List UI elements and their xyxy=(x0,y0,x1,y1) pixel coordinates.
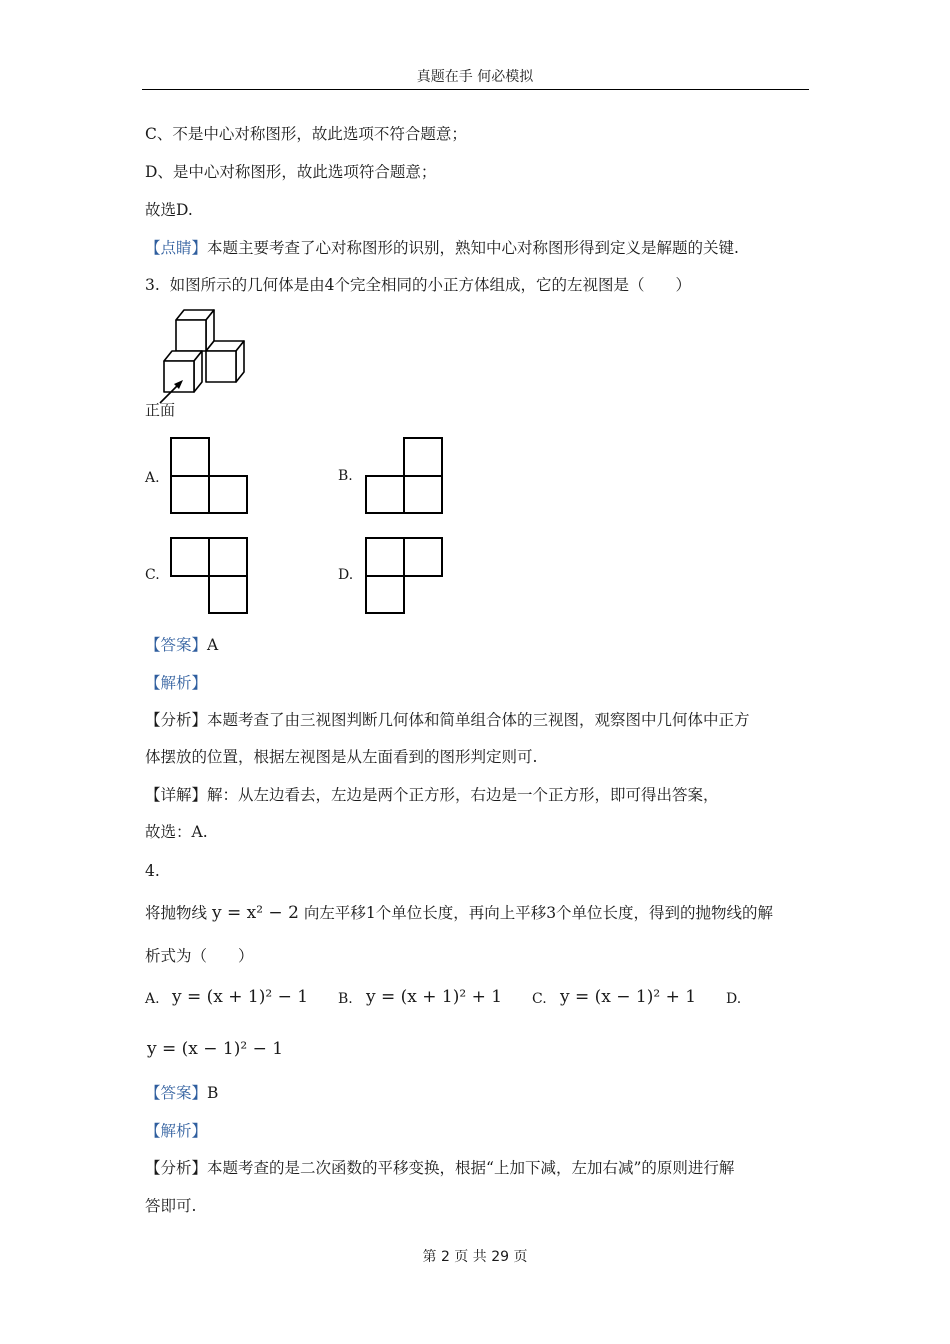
q3-fenxi-1 xyxy=(145,710,750,730)
question-4-number: 4. xyxy=(145,862,160,880)
front-label: 正面 xyxy=(145,401,176,419)
cube-figure xyxy=(150,308,260,408)
q4-analysis-tag: 【解析】 xyxy=(145,1122,208,1140)
question-number: 3. xyxy=(145,276,160,294)
page-header-title: 真题在手 何必模拟 xyxy=(416,69,534,85)
fenxi-text: 本题考查的是二次函数的平移变换，根据“上加下减，左加右减”的原则进行解 xyxy=(207,1159,735,1177)
answer-value: B xyxy=(207,1084,219,1102)
q4-option-c-label: C. xyxy=(532,991,547,1007)
option-c-view xyxy=(168,536,252,616)
comment-text: 本题主要考查了心对称图形的识别，熟知中心对称图形得到定义是解题的关键. xyxy=(207,239,739,257)
q3-analysis-tag: 【解析】 xyxy=(145,674,208,692)
q4-option-d-label: D. xyxy=(726,991,742,1007)
fenxi-text: 本题考查了由三视图判断几何体和简单组合体的三视图，观察图中几何体中正方 xyxy=(207,711,750,729)
q4-option-a-label: A. xyxy=(145,991,160,1007)
q4-option-d-eq: y = (x − 1)² − 1 xyxy=(147,1039,284,1059)
header-divider xyxy=(142,89,809,90)
answer-tag: 【答案】 xyxy=(145,636,208,654)
q3-fenxi-2: 体摆放的位置，根据左视图是从左面看到的图形判定则可. xyxy=(145,748,538,766)
q3-answer xyxy=(145,635,218,655)
option-c-label: C. xyxy=(145,567,160,583)
q4-fenxi-2: 答即可. xyxy=(145,1197,197,1215)
page-number: 第 2 页 共 29 页 xyxy=(422,1249,528,1265)
option-a-label: A. xyxy=(145,470,160,486)
q4-option-a-eq: y = (x + 1)² − 1 xyxy=(172,987,309,1007)
choose-d: 故选D. xyxy=(145,201,193,219)
question-4-stem-2: 析式为（ ） xyxy=(145,947,254,965)
right-cube xyxy=(206,341,244,382)
fenxi-tag: 【分析】 xyxy=(145,1159,208,1177)
q4-answer xyxy=(145,1083,218,1103)
option-d-view xyxy=(363,536,447,616)
fenxi-tag: 【分析】 xyxy=(145,711,208,729)
q4-option-b-eq: y = (x + 1)² + 1 xyxy=(366,987,503,1007)
answer-value: A xyxy=(207,636,219,654)
comment-2 xyxy=(145,238,739,258)
option-b-label: B. xyxy=(338,468,353,484)
comment-tag: 【点睛】 xyxy=(145,239,208,257)
front-cube xyxy=(164,351,202,392)
q3-choose: 故选：A. xyxy=(145,823,208,841)
answer-tag: 【答案】 xyxy=(145,1084,208,1102)
detail-tag: 【详解】 xyxy=(145,786,208,804)
question-text: 如图所示的几何体是由4个完全相同的小正方体组成，它的左视图是（ ） xyxy=(169,276,692,294)
question-3-stem xyxy=(145,275,691,295)
detail-text: 解：从左边看去，左边是两个正方形，右边是一个正方形，即可得出答案， xyxy=(207,786,719,804)
option-b-view xyxy=(363,436,447,516)
q4-option-b-label: B. xyxy=(338,991,353,1007)
question-4-stem xyxy=(145,903,773,923)
option-a-view xyxy=(168,436,252,516)
top-cube xyxy=(176,310,214,351)
q4-fenxi-1 xyxy=(145,1158,734,1178)
option-d-label: D. xyxy=(338,567,354,583)
stem-equation: y = x² − 2 xyxy=(211,903,299,923)
q3-detail xyxy=(145,785,719,805)
option-c-explanation: C、不是中心对称图形，故此选项不符合题意； xyxy=(145,125,467,143)
option-d-explanation: D、是中心对称图形，故此选项符合题意； xyxy=(145,163,437,181)
q4-option-c-eq: y = (x − 1)² + 1 xyxy=(560,987,697,1007)
stem-post: 向左平移1个单位长度，再向上平移3个单位长度，得到的抛物线的解 xyxy=(303,904,774,922)
stem-pre: 将抛物线 xyxy=(145,904,208,922)
